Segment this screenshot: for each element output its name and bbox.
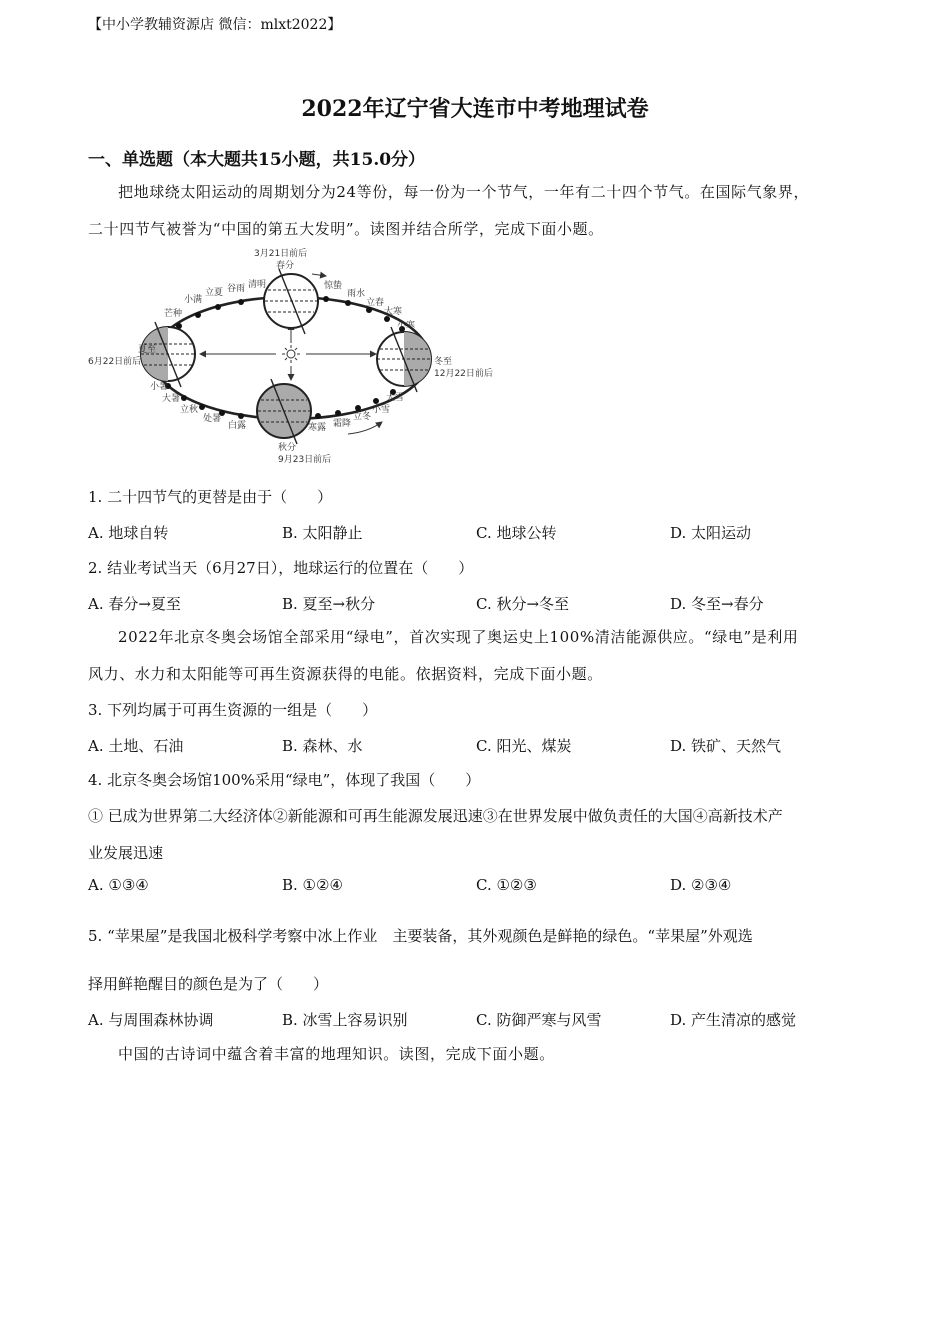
q5-option-b[interactable]: B. 冰雪上容易识别 xyxy=(282,1011,408,1029)
term-label: 小满 xyxy=(184,295,203,305)
sun-icon xyxy=(282,345,300,363)
question-4-stem: 4. 北京冬奥会场馆100%采用“绿电”，体现了我国（ ） xyxy=(88,771,481,789)
question-5-stem-line-1: 5. “苹果屋”是我国北极科学考察中冰上作业 主要装备，其外观颜色是鲜艳的绿色。“苹果屋”外观选 xyxy=(88,927,753,945)
earth-spring-equinox xyxy=(264,269,326,334)
label-autumn-date: 9月23日前后 xyxy=(278,455,332,465)
question-1-stem: 1. 二十四节气的更替是由于（ ） xyxy=(88,488,333,506)
term-label: 寒露 xyxy=(308,423,327,433)
intro-line: 2022年北京冬奥会场馆全部采用“绿电”，首次实现了奥运史上100%清洁能源供应。“绿电”是利用 xyxy=(118,628,799,646)
q1-option-c[interactable]: C. 地球公转 xyxy=(476,524,557,542)
term-label: 谷雨 xyxy=(227,284,246,294)
label-winter: 冬至 xyxy=(434,357,453,367)
intro-passage-3 xyxy=(88,1036,878,1073)
term-label: 芒种 xyxy=(164,309,183,319)
q4-statements-line-2: 业发展迅速 xyxy=(88,844,164,862)
q3-option-b[interactable]: B. 森林、水 xyxy=(282,737,363,755)
term-label: 大雪 xyxy=(386,393,405,403)
term-label: 大暑 xyxy=(162,394,181,404)
intro-passage-1 xyxy=(88,174,878,248)
label-winter-date: 12月22日前后 xyxy=(434,369,493,379)
intro-line: 二十四节气被誉为“中国的第五大发明”。读图并结合所学，完成下面小题。 xyxy=(88,220,604,238)
term-label: 小雪 xyxy=(372,405,391,415)
orbit-diagram xyxy=(86,246,506,468)
q3-option-c[interactable]: C. 阳光、煤炭 xyxy=(476,737,572,755)
q2-option-c[interactable]: C. 秋分→冬至 xyxy=(476,595,570,613)
term-label: 小暑 xyxy=(150,382,169,392)
q4-statements-line-1: ① 已成为世界第二大经济体②新能源和可再生能源发展迅速③在世界发展中做负责任的大国④高新技术产 xyxy=(88,807,783,825)
q4-option-b[interactable]: B. ①②④ xyxy=(282,876,343,894)
q4-option-a[interactable]: A. ①③④ xyxy=(88,876,149,894)
q2-option-d[interactable]: D. 冬至→春分 xyxy=(670,595,764,613)
term-label: 霜降 xyxy=(333,419,352,429)
q4-option-c[interactable]: C. ①②③ xyxy=(476,876,537,894)
question-3-stem: 3. 下列均属于可再生资源的一组是（ ） xyxy=(88,701,378,719)
term-label: 立冬 xyxy=(353,412,372,422)
label-spring-date: 3月21日前后 xyxy=(254,249,308,259)
intro-passage-2 xyxy=(88,619,878,693)
term-label: 白露 xyxy=(228,421,247,431)
term-label: 惊蛰 xyxy=(324,281,343,291)
term-label: 处暑 xyxy=(203,414,222,424)
earth-autumn-equinox xyxy=(257,379,311,444)
label-spring: 春分 xyxy=(276,261,295,271)
label-summer-date: 6月22日前后 xyxy=(88,357,142,367)
label-summer: 夏至 xyxy=(138,345,157,355)
q3-option-d[interactable]: D. 铁矿、天然气 xyxy=(670,737,782,755)
intro-line: 风力、水力和太阳能等可再生资源获得的电能。依据资料，完成下面小题。 xyxy=(88,665,603,683)
q2-option-a[interactable]: A. 春分→夏至 xyxy=(88,595,181,613)
q1-option-a[interactable]: A. 地球自转 xyxy=(88,524,169,542)
label-autumn: 秋分 xyxy=(278,443,297,453)
q2-option-b[interactable]: B. 夏至→秋分 xyxy=(282,595,376,613)
question-2-stem: 2. 结业考试当天（6月27日），地球运行的位置在（ ） xyxy=(88,559,474,577)
q5-option-c[interactable]: C. 防御严寒与风雪 xyxy=(476,1011,602,1029)
q5-option-a[interactable]: A. 与周围森林协调 xyxy=(88,1011,214,1029)
intro-line: 把地球绕太阳运动的周期划分为24等份，每一份为一个节气，一年有二十四个节气。在国际气象界， xyxy=(118,183,810,201)
earth-winter-solstice xyxy=(377,327,431,392)
term-label: 立秋 xyxy=(180,405,199,415)
intro-line: 中国的古诗词中蕴含着丰富的地理知识。读图，完成下面小题。 xyxy=(118,1045,555,1063)
term-label: 小寒 xyxy=(397,321,416,331)
term-label: 雨水 xyxy=(347,289,366,299)
term-label: 大寒 xyxy=(384,307,403,317)
q1-option-b[interactable]: B. 太阳静止 xyxy=(282,524,363,542)
q5-option-d[interactable]: D. 产生清凉的感觉 xyxy=(670,1011,797,1029)
q4-option-d[interactable]: D. ②③④ xyxy=(670,876,732,894)
q1-option-d[interactable]: D. 太阳运动 xyxy=(670,524,752,542)
question-5-stem-line-2: 择用鲜艳醒目的颜色是为了（ ） xyxy=(88,975,329,993)
q3-option-a[interactable]: A. 土地、石油 xyxy=(88,737,184,755)
page-header: 【中小学教辅资源店 微信：mlxt2022】 xyxy=(88,17,342,33)
term-label: 清明 xyxy=(248,280,267,290)
term-label: 立夏 xyxy=(205,288,224,298)
page-title: 2022年辽宁省大连市中考地理试卷 xyxy=(301,96,649,122)
section-heading: 一、单选题（本大题共15小题，共15.0分） xyxy=(88,150,426,170)
term-label: 立春 xyxy=(366,298,385,308)
